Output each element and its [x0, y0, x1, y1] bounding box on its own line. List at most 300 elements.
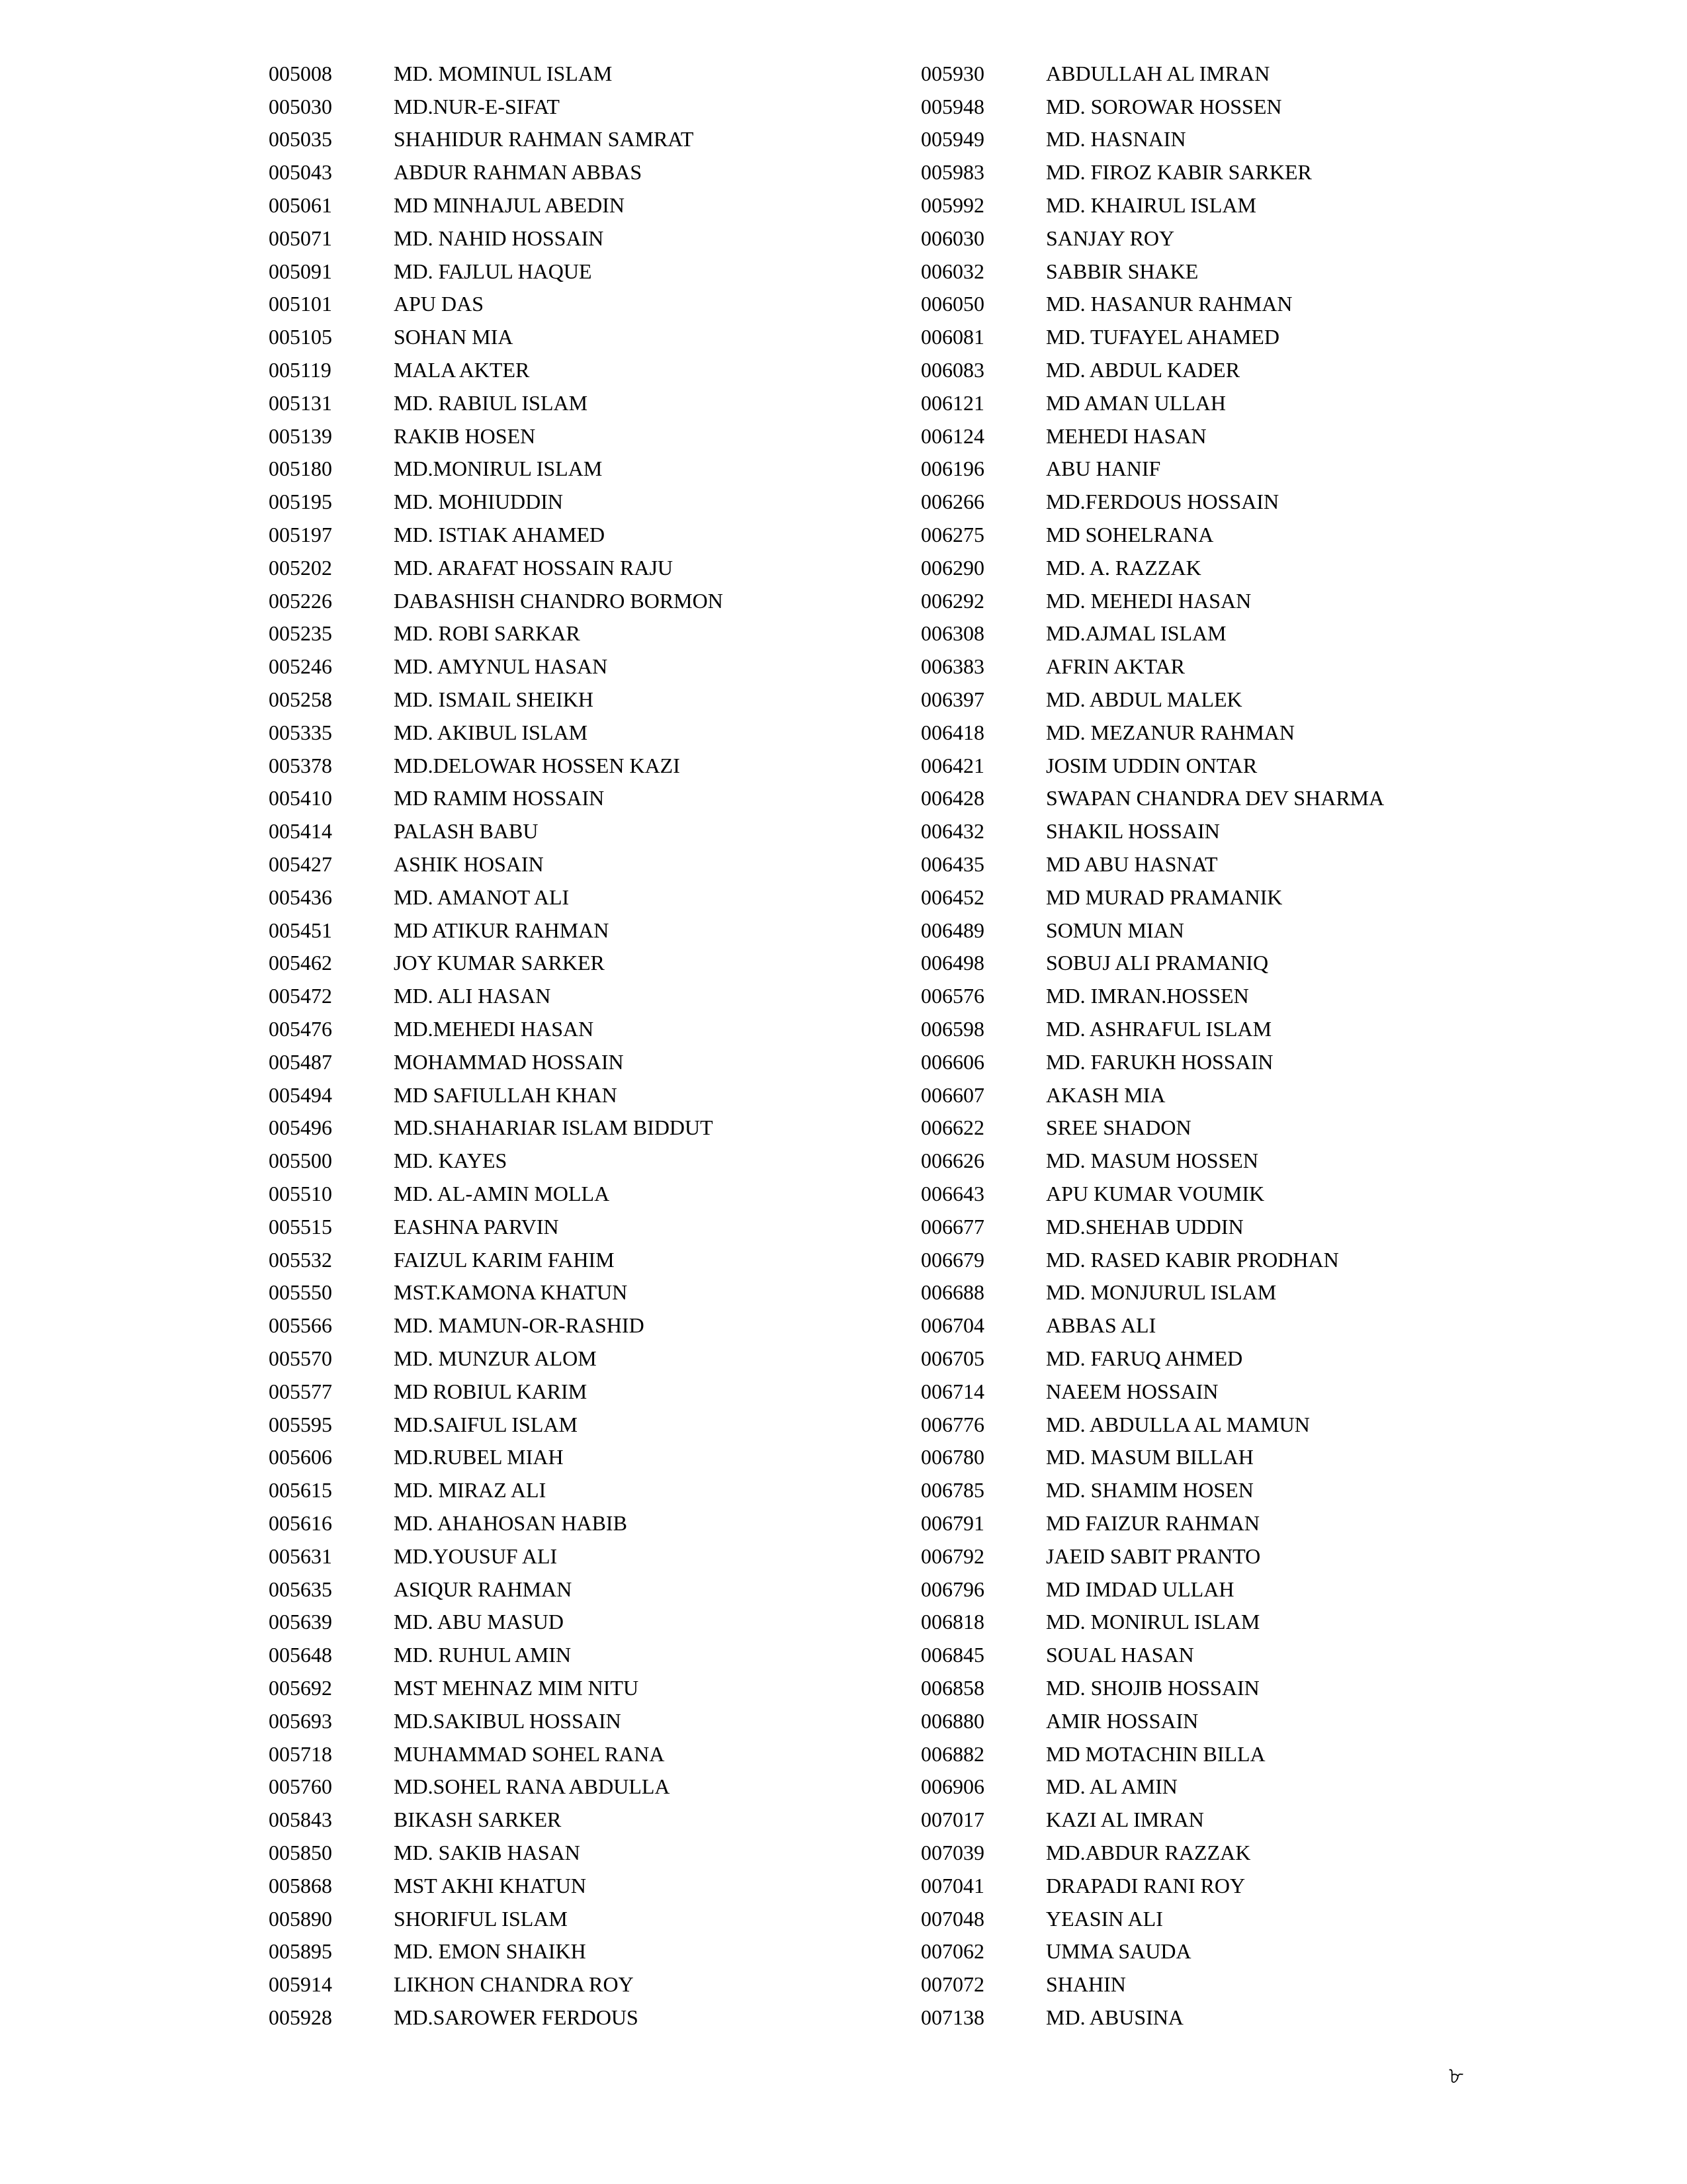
roll-number: 005606 [269, 1445, 332, 1469]
roll-number: 005616 [269, 1510, 332, 1535]
list-item [269, 453, 864, 486]
list-item [269, 551, 864, 584]
list-item [269, 1243, 864, 1276]
candidate-name: MD. RABIUL ISLAM [394, 390, 588, 415]
roll-number: 005258 [269, 687, 332, 712]
roll-number: 005648 [269, 1643, 332, 1667]
roll-number: 006489 [921, 918, 984, 942]
candidate-name: FAIZUL KARIM FAHIM [394, 1247, 615, 1272]
list-item [269, 386, 864, 419]
candidate-name: MD. ARAFAT HOSSAIN RAJU [394, 555, 673, 580]
candidate-name: MD. MEHEDI HASAN [1046, 588, 1252, 613]
list-item [921, 518, 1516, 551]
list-item [921, 881, 1516, 914]
list-item [269, 1112, 864, 1145]
roll-number: 005476 [269, 1017, 332, 1041]
list-item [269, 1540, 864, 1573]
list-item [921, 1540, 1516, 1573]
candidate-name: MD. RASED KABIR PRODHAN [1046, 1247, 1339, 1272]
roll-number: 006428 [921, 786, 984, 810]
list-item [921, 288, 1516, 321]
list-item [921, 1177, 1516, 1210]
roll-number: 005195 [269, 490, 332, 514]
roll-number: 007072 [921, 1972, 984, 1997]
roll-number: 005631 [269, 1544, 332, 1568]
candidate-name: MD SAFIULLAH KHAN [394, 1082, 617, 1107]
roll-number: 006081 [921, 325, 984, 349]
roll-number: 005105 [269, 325, 332, 349]
candidate-name: MD. AL AMIN [1046, 1774, 1178, 1799]
list-item [269, 1605, 864, 1638]
candidate-name: RAKIB HOSEN [394, 423, 536, 448]
roll-number: 007048 [921, 1906, 984, 1931]
list-item [921, 584, 1516, 617]
list-item [921, 1507, 1516, 1540]
roll-number: 005008 [269, 61, 332, 85]
candidate-name: MD ATIKUR RAHMAN [394, 918, 609, 942]
roll-number: 006607 [921, 1082, 984, 1107]
list-item [269, 683, 864, 716]
candidate-name: MD. FARUKH HOSSAIN [1046, 1049, 1274, 1074]
roll-number: 005378 [269, 753, 332, 777]
list-item [921, 155, 1516, 189]
roll-number: 005180 [269, 457, 332, 481]
roll-number: 005043 [269, 160, 332, 185]
roll-number: 006124 [921, 423, 984, 448]
list-item [269, 123, 864, 156]
list-item [921, 1375, 1516, 1408]
candidate-name: MD. SHOJIB HOSSAIN [1046, 1675, 1260, 1700]
list-item [921, 1078, 1516, 1112]
candidate-name: MD. MASUM BILLAH [1046, 1445, 1254, 1469]
candidate-name: MD FAIZUR RAHMAN [1046, 1510, 1260, 1535]
candidate-name: MD.NUR-E-SIFAT [394, 94, 560, 118]
roll-number: 005119 [269, 358, 331, 382]
roll-number: 005570 [269, 1346, 332, 1370]
roll-number: 006705 [921, 1346, 984, 1370]
list-item [921, 2001, 1516, 2034]
list-item [269, 1012, 864, 1045]
candidate-name: MD. RUHUL AMIN [394, 1643, 572, 1667]
list-item [269, 320, 864, 353]
roll-number: 005992 [921, 193, 984, 218]
roll-number: 005843 [269, 1808, 332, 1832]
candidate-name: MD. SHAMIM HOSEN [1046, 1478, 1254, 1503]
roll-number: 006032 [921, 259, 984, 283]
roll-number: 005718 [269, 1741, 332, 1766]
candidate-name: MD. ABDUL KADER [1046, 358, 1240, 382]
candidate-name: ASIQUR RAHMAN [394, 1577, 572, 1601]
list-item [921, 453, 1516, 486]
list-item [921, 782, 1516, 815]
roll-number: 005948 [921, 94, 984, 118]
roll-number: 006435 [921, 852, 984, 877]
list-item [921, 1210, 1516, 1243]
list-item [269, 1144, 864, 1177]
roll-number: 006266 [921, 490, 984, 514]
roll-number: 005472 [269, 984, 332, 1008]
candidate-name: MD. AKIBUL ISLAM [394, 720, 588, 744]
list-item [269, 90, 864, 123]
list-item [269, 57, 864, 90]
list-item [269, 1902, 864, 1935]
list-item [269, 1836, 864, 1869]
list-item [921, 1770, 1516, 1803]
candidate-name: MD AMAN ULLAH [1046, 390, 1226, 415]
candidate-name: ABDUR RAHMAN ABBAS [394, 160, 642, 185]
candidate-name: SHAHIN [1046, 1972, 1126, 1997]
list-item [269, 947, 864, 980]
candidate-name: MD SOHELRANA [1046, 523, 1214, 547]
roll-number: 006780 [921, 1445, 984, 1469]
candidate-name: MD. AMANOT ALI [394, 885, 570, 909]
candidate-name: KAZI AL IMRAN [1046, 1808, 1204, 1832]
roll-number: 005226 [269, 588, 332, 613]
list-item [269, 848, 864, 881]
list-item [269, 1803, 864, 1836]
list-item [921, 353, 1516, 386]
candidate-name: MD.ABDUR RAZZAK [1046, 1840, 1251, 1864]
list-item [269, 1770, 864, 1803]
candidate-name: MD. MEZANUR RAHMAN [1046, 720, 1295, 744]
candidate-name: MD. FIROZ KABIR SARKER [1046, 160, 1312, 185]
roll-number: 005928 [269, 2005, 332, 2029]
roll-number: 006704 [921, 1313, 984, 1338]
list-item [269, 1342, 864, 1375]
candidate-name: MD ABU HASNAT [1046, 852, 1218, 877]
candidate-name: MD.SAROWER FERDOUS [394, 2005, 638, 2029]
candidate-name: MD. ABDUL MALEK [1046, 687, 1242, 712]
candidate-name: MUHAMMAD SOHEL RANA [394, 1741, 665, 1766]
list-item [269, 1671, 864, 1704]
candidate-name: MD. NAHID HOSSAIN [394, 226, 604, 250]
list-item [921, 1012, 1516, 1045]
candidate-name: UMMA SAUDA [1046, 1939, 1191, 1964]
roll-number: 006050 [921, 292, 984, 316]
list-item [269, 255, 864, 288]
candidate-name: MD.MEHEDI HASAN [394, 1017, 594, 1041]
roll-number: 006677 [921, 1214, 984, 1239]
candidate-name: MD. MASUM HOSSEN [1046, 1149, 1258, 1173]
roll-number: 005246 [269, 654, 332, 679]
roll-number: 006452 [921, 885, 984, 909]
list-item [921, 255, 1516, 288]
candidate-name: MD. MAMUN-OR-RASHID [394, 1313, 644, 1338]
list-item [921, 222, 1516, 255]
roll-number: 005595 [269, 1412, 332, 1436]
list-item [921, 848, 1516, 881]
candidate-name: SHAHIDUR RAHMAN SAMRAT [394, 127, 694, 152]
candidate-name: MD MURAD PRAMANIK [1046, 885, 1283, 909]
roll-number: 005577 [269, 1379, 332, 1403]
candidate-name: MST MEHNAZ MIM NITU [394, 1675, 639, 1700]
list-item [269, 1869, 864, 1902]
list-item [921, 485, 1516, 518]
list-item [269, 1210, 864, 1243]
list-item [269, 584, 864, 617]
candidate-name: MD.RUBEL MIAH [394, 1445, 564, 1469]
candidate-name: MD.MONIRUL ISLAM [394, 457, 603, 481]
list-item [921, 1671, 1516, 1704]
candidate-name: ASHIK HOSAIN [394, 852, 544, 877]
roll-number: 006606 [921, 1049, 984, 1074]
roll-number: 006418 [921, 720, 984, 744]
roll-number: 005850 [269, 1840, 332, 1864]
roll-number: 005494 [269, 1082, 332, 1107]
roll-number: 006688 [921, 1280, 984, 1305]
roll-number: 005890 [269, 1906, 332, 1931]
roll-number: 005949 [921, 127, 984, 152]
list-item [921, 551, 1516, 584]
roll-number: 005427 [269, 852, 332, 877]
candidate-name: DABASHISH CHANDRO BORMON [394, 588, 723, 613]
roll-number: 005930 [921, 61, 984, 85]
candidate-name: MD.AJMAL ISLAM [1046, 621, 1227, 646]
candidate-name: MD. ISMAIL SHEIKH [394, 687, 593, 712]
candidate-name: MD MINHAJUL ABEDIN [394, 193, 625, 218]
roll-number: 006308 [921, 621, 984, 646]
list-item [921, 650, 1516, 683]
roll-number: 005202 [269, 555, 332, 580]
list-item [921, 1869, 1516, 1902]
list-item [921, 1276, 1516, 1309]
roll-number: 005414 [269, 819, 332, 844]
roll-number: 006792 [921, 1544, 984, 1568]
roll-number: 005515 [269, 1214, 332, 1239]
roll-number: 006121 [921, 390, 984, 415]
list-item [269, 1078, 864, 1112]
list-item [921, 1243, 1516, 1276]
list-item [269, 1935, 864, 1968]
list-item [921, 189, 1516, 222]
candidate-name: APU KUMAR VOUMIK [1046, 1181, 1265, 1205]
list-item [269, 1638, 864, 1671]
list-item [269, 716, 864, 749]
list-item [921, 419, 1516, 453]
list-item [921, 617, 1516, 650]
candidate-name: MD. ABU MASUD [394, 1610, 564, 1634]
candidate-name: SABBIR SHAKE [1046, 259, 1199, 283]
roll-number: 006292 [921, 588, 984, 613]
roll-number: 006714 [921, 1379, 984, 1403]
roll-number: 006643 [921, 1181, 984, 1205]
list-item [921, 1737, 1516, 1770]
list-item [269, 2001, 864, 2034]
candidate-name: ABU HANIF [1046, 457, 1161, 481]
candidate-name: YEASIN ALI [1046, 1906, 1163, 1931]
roll-number: 005760 [269, 1774, 332, 1799]
candidate-name: MD.DELOWAR HOSSEN KAZI [394, 753, 680, 777]
list-item [269, 222, 864, 255]
candidate-name: MD.SAIFUL ISLAM [394, 1412, 578, 1436]
list-item [921, 1836, 1516, 1869]
list-item [269, 1473, 864, 1507]
list-item [269, 1375, 864, 1408]
roll-number: 007017 [921, 1808, 984, 1832]
candidate-name: MD. ABDULLA AL MAMUN [1046, 1412, 1310, 1436]
candidate-name: DRAPADI RANI ROY [1046, 1873, 1246, 1898]
list-item [921, 57, 1516, 90]
candidate-name: MST.KAMONA KHATUN [394, 1280, 628, 1305]
candidate-name: MD. AL-AMIN MOLLA [394, 1181, 610, 1205]
candidate-name: MD. KAYES [394, 1149, 507, 1173]
roll-number: 005071 [269, 226, 332, 250]
list-item [921, 814, 1516, 848]
page-number: ৮ [1449, 2064, 1464, 2089]
roll-number: 005091 [269, 259, 332, 283]
roll-number: 006196 [921, 457, 984, 481]
list-item [921, 979, 1516, 1012]
candidate-name: SHAKIL HOSSAIN [1046, 819, 1220, 844]
roll-number: 005451 [269, 918, 332, 942]
list-item [921, 1605, 1516, 1638]
list-item [269, 1704, 864, 1737]
list-item [921, 1704, 1516, 1737]
candidate-name: BIKASH SARKER [394, 1808, 562, 1832]
candidate-name: MD.SHEHAB UDDIN [1046, 1214, 1244, 1239]
roll-number: 005496 [269, 1115, 332, 1140]
candidate-name: MD. ALI HASAN [394, 984, 551, 1008]
candidate-name: LIKHON CHANDRA ROY [394, 1972, 634, 1997]
roll-number: 005914 [269, 1972, 332, 1997]
roll-number: 005868 [269, 1873, 332, 1898]
candidate-name: MD. HASNAIN [1046, 127, 1186, 152]
list-item [269, 419, 864, 453]
candidate-name: AFRIN AKTAR [1046, 654, 1185, 679]
candidate-name: SOUAL HASAN [1046, 1643, 1194, 1667]
candidate-name: MD. MUNZUR ALOM [394, 1346, 597, 1370]
candidate-name: APU DAS [394, 292, 484, 316]
list-item [921, 1935, 1516, 1968]
candidate-name: PALASH BABU [394, 819, 539, 844]
list-item [921, 947, 1516, 980]
candidate-name: MD. AHAHOSAN HABIB [394, 1510, 627, 1535]
list-item [269, 1408, 864, 1441]
roll-number: 006290 [921, 555, 984, 580]
list-item [269, 353, 864, 386]
roll-number: 005139 [269, 423, 332, 448]
roll-number: 006776 [921, 1412, 984, 1436]
list-item [269, 782, 864, 815]
candidate-name: JOSIM UDDIN ONTAR [1046, 753, 1258, 777]
candidate-name: MD. TUFAYEL AHAMED [1046, 325, 1279, 349]
roll-number: 006858 [921, 1675, 984, 1700]
list-item [921, 1045, 1516, 1078]
roll-number: 006432 [921, 819, 984, 844]
candidate-name: MD. MONIRUL ISLAM [1046, 1610, 1260, 1634]
roll-number: 006796 [921, 1577, 984, 1601]
candidate-name: JOY KUMAR SARKER [394, 951, 605, 975]
candidate-name: MALA AKTER [394, 358, 530, 382]
roll-number: 006275 [921, 523, 984, 547]
roll-number: 005030 [269, 94, 332, 118]
candidate-name: MD. ISTIAK AHAMED [394, 523, 605, 547]
roll-number: 005566 [269, 1313, 332, 1338]
candidate-name: MD. EMON SHAIKH [394, 1939, 586, 1964]
candidate-name: MD. HASANUR RAHMAN [1046, 292, 1293, 316]
candidate-name: MD. SOROWAR HOSSEN [1046, 94, 1282, 118]
list-item [269, 189, 864, 222]
roll-number: 005615 [269, 1478, 332, 1503]
roll-number: 006383 [921, 654, 984, 679]
roll-number: 005487 [269, 1049, 332, 1074]
roll-number: 005693 [269, 1708, 332, 1733]
roll-number: 006845 [921, 1643, 984, 1667]
roll-number: 005550 [269, 1280, 332, 1305]
candidate-name: MD. MONJURUL ISLAM [1046, 1280, 1277, 1305]
roll-number: 007039 [921, 1840, 984, 1864]
list-item [269, 979, 864, 1012]
roll-number: 005500 [269, 1149, 332, 1173]
roll-number: 006818 [921, 1610, 984, 1634]
roll-number: 006882 [921, 1741, 984, 1766]
list-item [269, 155, 864, 189]
candidate-name: MD. MOHIUDDIN [394, 490, 563, 514]
list-item [921, 386, 1516, 419]
candidate-name: SREE SHADON [1046, 1115, 1191, 1140]
roll-number: 006083 [921, 358, 984, 382]
list-item [269, 1440, 864, 1473]
roll-number: 006576 [921, 984, 984, 1008]
roll-number: 005692 [269, 1675, 332, 1700]
roll-number: 006622 [921, 1115, 984, 1140]
roll-number: 006785 [921, 1478, 984, 1503]
right-column [921, 57, 1516, 2034]
list-item [269, 1276, 864, 1309]
roll-number: 005335 [269, 720, 332, 744]
list-item [269, 1045, 864, 1078]
list-item [921, 1638, 1516, 1671]
roll-number: 005101 [269, 292, 332, 316]
candidate-name: MD.SHAHARIAR ISLAM BIDDUT [394, 1115, 713, 1140]
roll-number: 005510 [269, 1181, 332, 1205]
list-item [921, 914, 1516, 947]
roll-number: 005639 [269, 1610, 332, 1634]
list-item [269, 1507, 864, 1540]
list-item [921, 320, 1516, 353]
list-item [921, 749, 1516, 782]
roll-number: 006421 [921, 753, 984, 777]
roll-number: 005635 [269, 1577, 332, 1601]
candidate-name: EASHNA PARVIN [394, 1214, 559, 1239]
roll-number: 006030 [921, 226, 984, 250]
candidate-name: MD. ROBI SARKAR [394, 621, 580, 646]
candidate-name: JAEID SABIT PRANTO [1046, 1544, 1261, 1568]
candidate-name: MD. ABUSINA [1046, 2005, 1184, 2029]
roll-number: 005895 [269, 1939, 332, 1964]
roll-number: 006498 [921, 951, 984, 975]
candidate-name: MD. ASHRAFUL ISLAM [1046, 1017, 1272, 1041]
roll-number: 007041 [921, 1873, 984, 1898]
candidate-name: MD.YOUSUF ALI [394, 1544, 558, 1568]
candidate-name: AMIR HOSSAIN [1046, 1708, 1199, 1733]
list-item [921, 1902, 1516, 1935]
roll-number: 005197 [269, 523, 332, 547]
roll-number: 007138 [921, 2005, 984, 2029]
candidate-name: SOHAN MIA [394, 325, 513, 349]
list-item [269, 650, 864, 683]
roll-number: 005061 [269, 193, 332, 218]
list-item [269, 914, 864, 947]
candidate-name: MD. A. RAZZAK [1046, 555, 1201, 580]
list-item [921, 1440, 1516, 1473]
candidate-name: MD.SAKIBUL HOSSAIN [394, 1708, 621, 1733]
list-item [921, 716, 1516, 749]
roll-number: 005436 [269, 885, 332, 909]
candidate-name: MD. MOMINUL ISLAM [394, 61, 613, 85]
candidate-name: SOBUJ ALI PRAMANIQ [1046, 951, 1269, 975]
candidate-name: SWAPAN CHANDRA DEV SHARMA [1046, 786, 1385, 810]
